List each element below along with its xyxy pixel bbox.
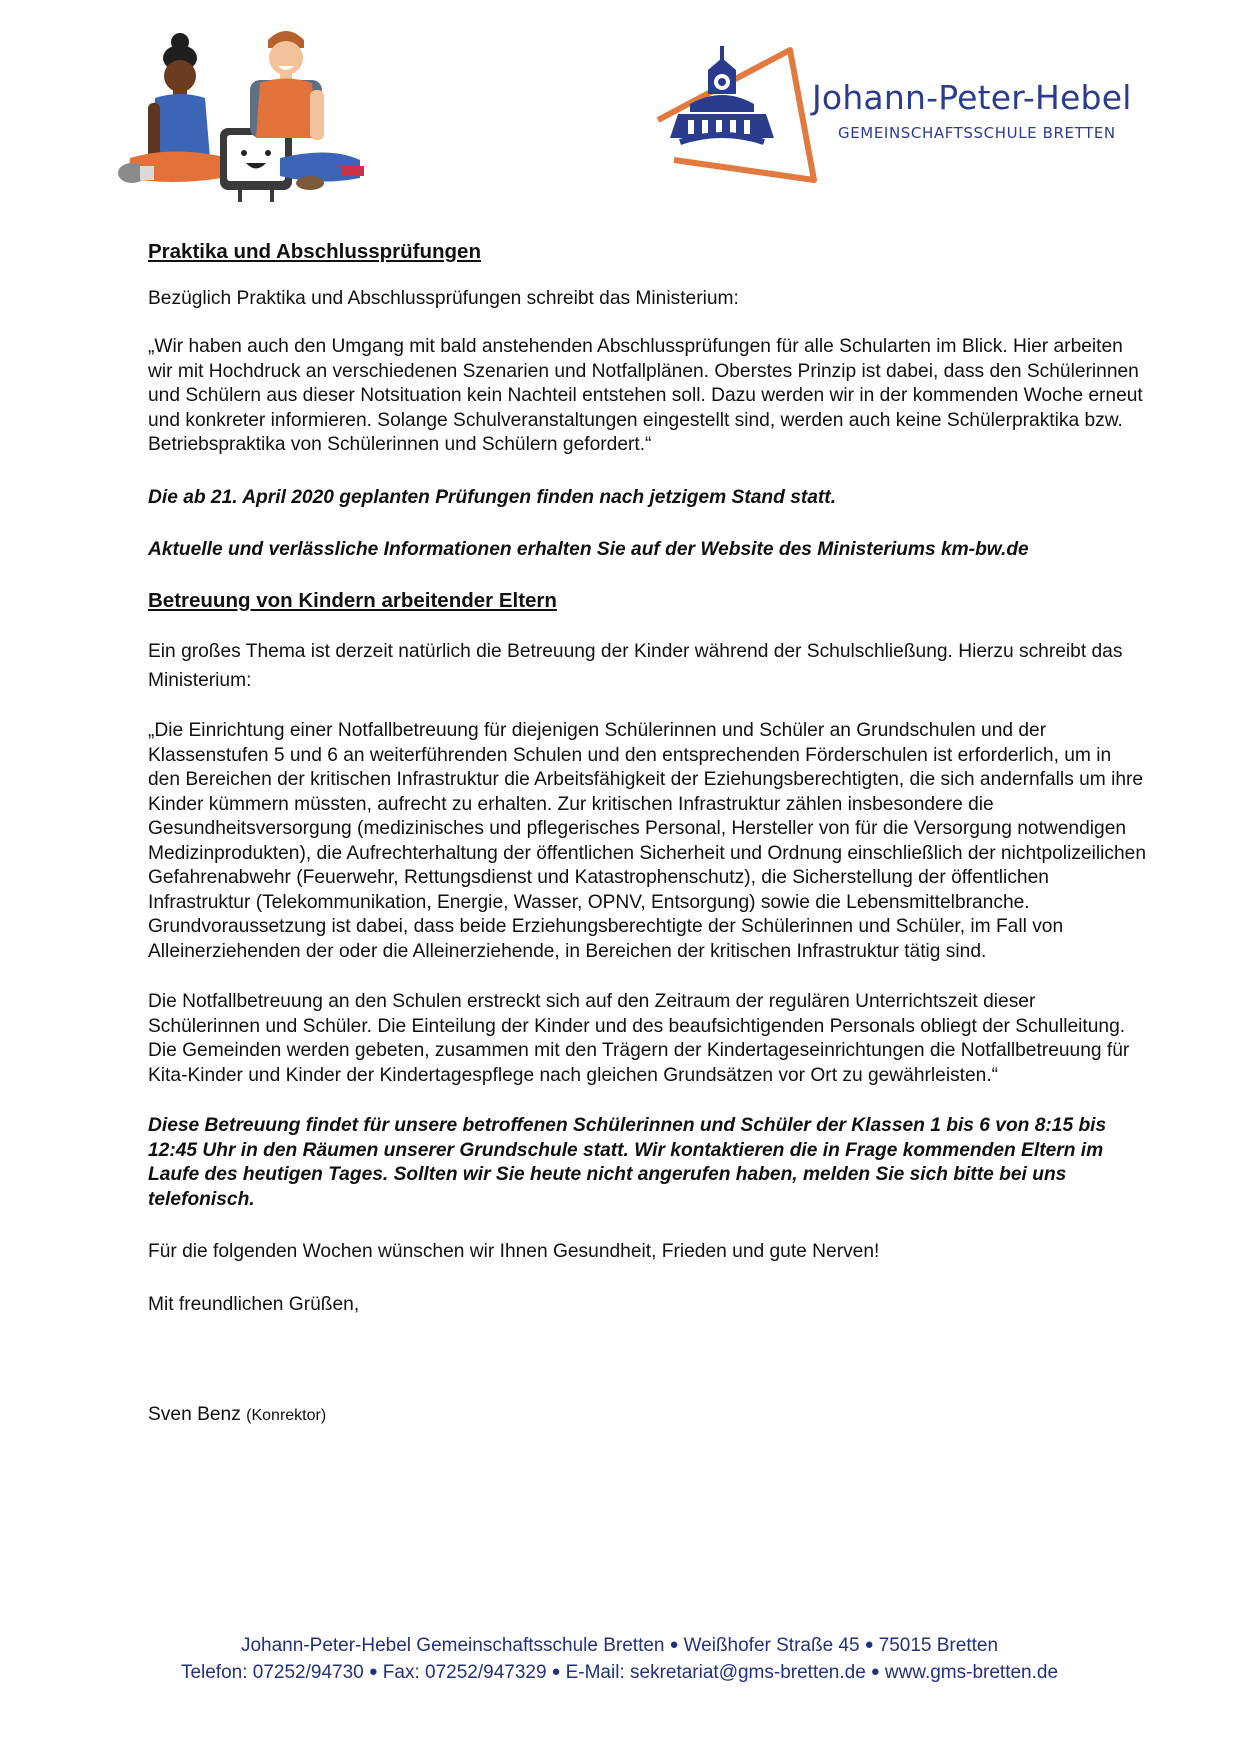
logo-title: Johann-Peter-Hebel [812, 78, 1132, 117]
letter-body [148, 240, 1148, 1429]
footer-school-name: Johann-Peter-Hebel Gemeinschaftsschule Bretten [240, 1635, 665, 1656]
logo-subtitle: GEMEINSCHAFTSSCHULE BRETTEN [838, 124, 1116, 142]
closing-greeting: Mit freundlichen Grüßen, [148, 1293, 360, 1315]
footer-address-line [0, 1632, 1239, 1659]
signature [148, 1403, 1148, 1429]
school-logo [650, 42, 1170, 187]
section1-emphasis-exams: Die ab 21. April 2020 geplanten Prüfungen finden nach jetzigem Stand statt. [148, 486, 837, 508]
bullet-separator-icon: ● [368, 1662, 378, 1680]
section1-intro: Bezüglich Praktika und Abschlussprüfungen schreibt das Ministerium: [148, 287, 739, 309]
students-illustration [110, 18, 400, 208]
footer-city: 75015 Bretten [878, 1635, 999, 1656]
section1-emphasis-info: Aktuelle und verlässliche Informationen erhalten Sie auf der Website des Ministeriums km-bw.de [148, 539, 1029, 560]
bullet-separator-icon: ● [870, 1662, 880, 1680]
section1-quote: „Wir haben auch den Umgang mit bald anstehenden Abschlussprüfungen für alle Schularten im Blick. Hier arbeiten wir mit Hochdruck an verschiedenen Szenarien und Notfallplänen. Oberstes Prinzip ist dabei, dass den Schülerinnen und Schülern aus dieser Notsituation kein Nachteil entstehen soll. Dazu werden wir in der kommenden Woche erneut und konkreter informieren. Solange Schulveranstaltungen eingestellt sind, werden auch keine Schülerpraktika bzw. Betriebspraktika von Schülerinnen und Schülern gefordert.“ [148, 336, 1143, 455]
signer-role: (Konrektor) [246, 1407, 327, 1424]
section2-quote-part1: „Die Einrichtung einer Notfallbetreuung für diejenigen Schülerinnen und Schüler an Grundschulen und der Klassenstufen 5 und 6 an weiterführenden Schulen und den entsprechenden Förderschulen ist erforderlich, um in den Bereichen der kritischen Infrastruktur die Arbeitsfähigkeit der Eziehungsberechtigten, die sich andernfalls um ihre Kinder kümmern müssten, aufrecht zu erhalten. Zur kritischen Infrastruktur zählen insbesondere die Gesundheitsversorgung (medizinisches und pflegerisches Personal, Hersteller von für die Versorgung notwendigen Medizinprodukten), die Aufrechterhaltung der öffentlichen Sicherheit und Ordnung einschließlich der nichtpolizeilichen Gefahrenabwehr (Feuerwehr, Rettungsdienst und Katastrophenschutz), die Sicherstellung der öffentlichen Infrastruktur (Telekommunikation, Energie, Wasser, OPNV, Entsorgung) sowie die Lebensmittelbranche. Grundvoraussetzung ist dabei, dass beide Erziehungsberechtigte der Schülerinnen und Schüler, im Fall von Alleinerziehenden der oder die Alleinerziehende, in Bereichen der kritischen Infrastruktur tätig sind. [148, 720, 1146, 962]
section2-quote-part2: Die Notfallbetreuung an den Schulen erstreckt sich auf den Zeitraum der regulären Unterrichtszeit dieser Schülerinnen und Schüler. Die Einteilung der Kinder und des beaufsichtigenden Personals obliegt der Schulleitung. Die Gemeinden werden gebeten, zusammen mit den Trägern der Kindertageseinrichtungen die Notfallbetreuung für Kita-Kinder und Kinder der Kindertagespflege nach gleichen Grundsätzen vor Ort zu gewährleisten.“ [148, 991, 1130, 1086]
closing-wishes: Für die folgenden Wochen wünschen wir Ihnen Gesundheit, Frieden und gute Nerven! [148, 1241, 880, 1262]
bullet-separator-icon: ● [864, 1636, 874, 1653]
footer-website: www.gms-bretten.de [884, 1661, 1059, 1683]
section2-intro: Ein großes Thema ist derzeit natürlich die Betreuung der Kinder während der Schulschließung. Hierzu schreibt das Ministerium: [148, 641, 1123, 691]
footer-phone: Telefon: 07252/94730 [180, 1661, 364, 1683]
bullet-separator-icon: ● [669, 1636, 679, 1653]
bullet-separator-icon: ● [551, 1662, 561, 1680]
section-heading-praktika: Praktika und Abschlussprüfungen [148, 240, 481, 263]
footer-fax: Fax: 07252/947329 [382, 1661, 547, 1683]
students-with-tablet-icon [110, 18, 400, 208]
footer-contact-line [0, 1659, 1239, 1686]
footer-street: Weißhofer Straße 45 [683, 1635, 860, 1656]
school-building-logo-icon [650, 42, 825, 187]
section2-emphasis: Diese Betreuung findet für unsere betroffenen Schülerinnen und Schüler der Klassen 1 bis 6 von 8:15 bis 12:45 Uhr in den Räumen unserer Grundschule statt. Wir kontaktieren die in Frage kommenden Eltern im Laufe des heutigen Tages. Sollten wir Sie heute nicht angerufen haben, melden Sie sich bitte bei uns telefonisch. [148, 1115, 1107, 1210]
footer-email: E-Mail: sekretariat@gms-bretten.de [565, 1661, 866, 1683]
signer-name: Sven Benz [148, 1404, 241, 1425]
section-heading-betreuung: Betreuung von Kindern arbeitender Eltern [148, 588, 557, 612]
letter-footer [0, 1632, 1239, 1685]
